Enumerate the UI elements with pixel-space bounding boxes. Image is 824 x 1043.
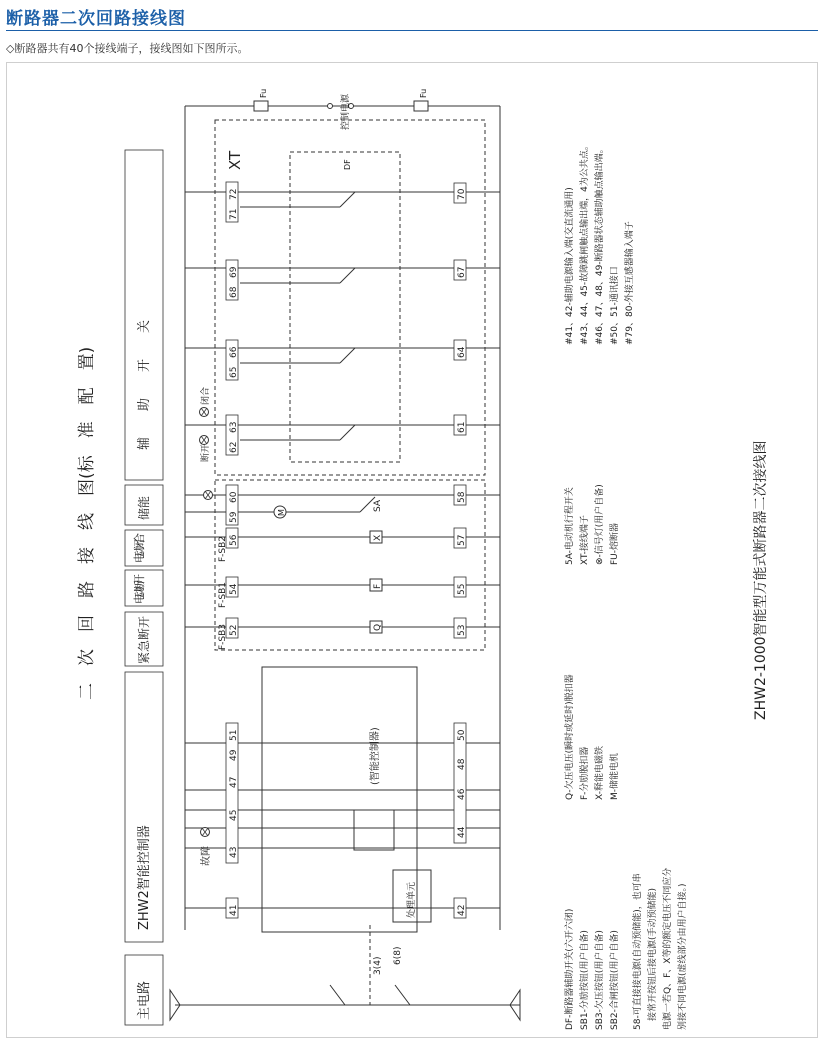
legend-c1-1: SB1-分励按钮(用户自备) [580, 930, 590, 1030]
terminal-49: 49 [229, 749, 239, 761]
coil-f: F [373, 583, 383, 589]
control-power-label: 控制电源 [341, 93, 351, 130]
processor-label: 处理单元 [407, 881, 417, 918]
electric-trip-box: 电动断开 [133, 574, 146, 604]
terminal-58: 58 [457, 491, 467, 503]
fu-left-label: Fu [259, 88, 268, 98]
terminal-55: 55 [457, 583, 467, 595]
terminal-46: 46 [457, 788, 467, 800]
legend-c1-6: 电源一若Q、F、X等的额定电压不同应分 [663, 867, 673, 1030]
contact-34: 3(4) [373, 956, 383, 975]
legend-c2-2: X-释能电磁铁 [595, 746, 605, 800]
contact-sb3: F-SB3 [218, 623, 228, 650]
emergency-trip-box: 紧急断开 [137, 615, 151, 664]
terminal-62: 62 [229, 441, 239, 453]
coil-x: X [373, 534, 383, 541]
side-diagram-title: ZHW2-1000智能型万能式断路器二次接线图 [753, 440, 769, 720]
legend-c1-0: DF-断路器辅助开关(六开六闭) [565, 908, 575, 1030]
legend-c1-7: 别接不同电源(虚线部分由用户自接。) [678, 883, 688, 1030]
terminal-72: 72 [229, 188, 239, 200]
legend-c2-0: Q-欠压电压(瞬时或延时)脱扣器 [565, 674, 575, 800]
aux-switch-box: 辅 助 开 关 [137, 319, 152, 450]
terminal-56: 56 [229, 534, 239, 546]
terminal-52: 52 [229, 624, 239, 636]
terminal-69: 69 [229, 266, 239, 278]
intro-text: ◇断路器共有40个接线端子，接线图如下图所示。 [6, 42, 249, 55]
legend-c1-3: SB2-合闸按钮(用户自备) [610, 930, 620, 1030]
terminal-45: 45 [229, 809, 239, 821]
page-title: 断路器二次回路接线图 [6, 9, 186, 29]
legend-c3-0: 5A-电动机行程开关 [565, 487, 575, 565]
contact-sb2: F-SB2 [218, 535, 228, 562]
xt-label: XT [226, 150, 244, 170]
trip-lamp-label: 断开 [201, 443, 211, 462]
terminal-67: 67 [457, 266, 467, 278]
sa-label: SA [373, 499, 383, 512]
legend-c3-2: ⊗-信号灯(用户自备) [595, 484, 605, 565]
legend-c1-4: 58-可直接接电源(自动预储能)，也可串 [633, 873, 643, 1030]
controller-box: ZHW2智能控制器 [137, 825, 152, 930]
legend-c2-3: M-储能电机 [610, 752, 620, 800]
terminal-54: 54 [229, 583, 239, 595]
legend-c4-1: #43、44、45-故障跳闸触点输出端，4为公共点。 [580, 141, 590, 345]
terminal-50: 50 [457, 729, 467, 741]
df-label: DF [343, 159, 352, 170]
terminal-42: 42 [457, 904, 467, 916]
terminal-48: 48 [457, 758, 467, 770]
terminal-41: 41 [229, 904, 239, 916]
terminal-65: 65 [229, 366, 239, 378]
smart-controller-label: (智能控制器) [370, 727, 381, 785]
terminal-70: 70 [457, 188, 467, 200]
contact-sb1: F-SB1 [218, 581, 228, 608]
fault-label: 故障 [201, 846, 212, 866]
terminal-63: 63 [229, 421, 239, 433]
terminal-59: 59 [229, 511, 239, 523]
legend-c4-0: #41、42-辅助电源输入端(交直流通用) [565, 187, 575, 345]
legend-c4-3: #50、51-通讯接口 [610, 266, 620, 345]
fu-right-label: Fu [419, 88, 428, 98]
coil-q: Q [373, 623, 383, 631]
contact-68: 6(8) [393, 946, 403, 965]
terminal-43: 43 [229, 846, 239, 858]
legend-c1-5: 接常开按钮后接电源(手动预储能) [648, 887, 658, 1030]
legend-c1-2: SB3-欠压按钮(用户自备) [595, 930, 605, 1030]
legend-c4-2: #46、47、48、49-断路器状态辅助触点输出端。 [595, 144, 605, 345]
terminal-53: 53 [457, 624, 467, 636]
legend-c3-1: XT-接线端子 [580, 515, 590, 565]
terminal-44: 44 [457, 826, 467, 838]
legend-c4-4: #79、80-外接互感器输入端子 [625, 221, 635, 345]
terminal-61: 61 [457, 421, 467, 433]
storage-box: 储能 [137, 495, 151, 520]
terminal-71: 71 [229, 208, 239, 220]
close-lamp-label: 闭合 [201, 386, 211, 405]
terminal-68: 68 [229, 286, 239, 298]
terminal-66: 66 [229, 346, 239, 358]
terminal-60: 60 [229, 491, 239, 503]
electric-close-box: 电动闭合 [133, 533, 146, 563]
legend-c2-1: F-分励脱扣器 [580, 746, 590, 800]
motor-label: M [277, 509, 286, 516]
terminal-51: 51 [229, 729, 239, 741]
main-diagram-title: 二 次 回 路 接 线 图(标 准 配 置) [77, 346, 97, 700]
terminal-64: 64 [457, 346, 467, 358]
terminal-57: 57 [457, 534, 467, 546]
legend-c3-3: FU-熔断器 [610, 522, 620, 565]
main-circuit-box: 主电路 [137, 980, 152, 1020]
terminal-47: 47 [229, 776, 239, 788]
